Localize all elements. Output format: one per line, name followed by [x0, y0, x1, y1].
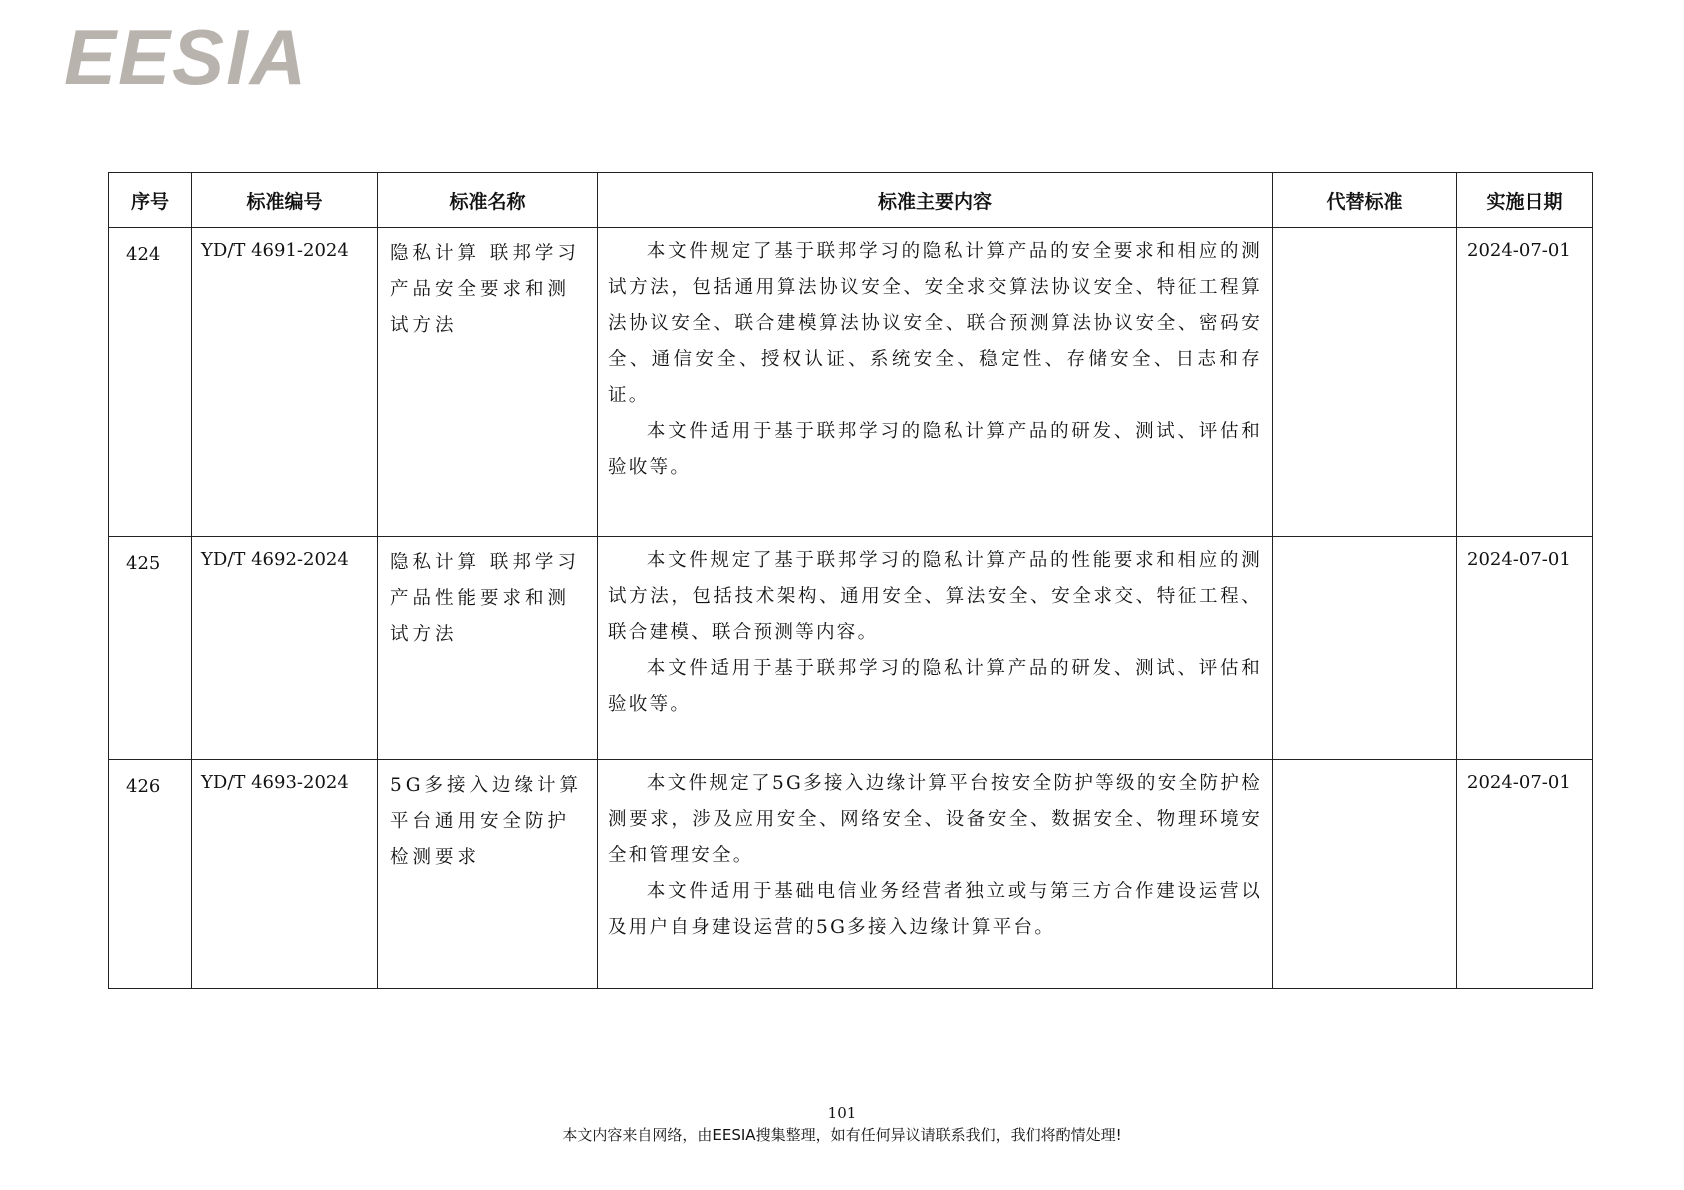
- col-header-content: 标准主要内容: [598, 173, 1273, 228]
- cell-code: YD/T 4693-2024: [192, 760, 378, 989]
- cell-content: [598, 760, 1273, 989]
- cell-seq: 425: [109, 537, 192, 760]
- standards-table: [108, 172, 1593, 989]
- cell-date: 2024-07-01: [1457, 228, 1593, 537]
- content-paragraph: 本文件适用于基于联邦学习的隐私计算产品的研发、测试、评估和验收等。: [608, 421, 1262, 478]
- eesia-logo: EESIA: [64, 13, 309, 101]
- cell-replaces: [1273, 228, 1457, 537]
- content-paragraph: 本文件规定了5G多接入边缘计算平台按安全防护等级的安全防护检测要求，涉及应用安全、网络安全、设备安全、数据安全、物理环境安全和管理安全。: [608, 773, 1262, 866]
- footer-disclaimer: 本文内容来自网络，由EESIA搜集整理，如有任何异议请联系我们，我们将酌情处理!: [562, 1126, 1122, 1144]
- cell-date: 2024-07-01: [1457, 760, 1593, 989]
- cell-code: YD/T 4692-2024: [192, 537, 378, 760]
- table-row: [109, 228, 1593, 537]
- content-paragraph: 本文件适用于基础电信业务经营者独立或与第三方合作建设运营以及用户自身建设运营的5G多接入边缘计算平台。: [608, 881, 1262, 938]
- col-header-replaces: 代替标准: [1273, 173, 1457, 228]
- table-row: [109, 537, 1593, 760]
- cell-date: 2024-07-01: [1457, 537, 1593, 760]
- cell-seq: 426: [109, 760, 192, 989]
- col-header-date: 实施日期: [1457, 173, 1593, 228]
- content-paragraph: 本文件适用于基于联邦学习的隐私计算产品的研发、测试、评估和验收等。: [608, 658, 1262, 715]
- page-number: 101: [827, 1104, 857, 1122]
- cell-replaces: [1273, 537, 1457, 760]
- content-paragraph: 本文件规定了基于联邦学习的隐私计算产品的性能要求和相应的测试方法，包括技术架构、通用安全、算法安全、安全求交、特征工程、联合建模、联合预测等内容。: [608, 550, 1262, 643]
- cell-replaces: [1273, 760, 1457, 989]
- content-paragraph: 本文件规定了基于联邦学习的隐私计算产品的安全要求和相应的测试方法，包括通用算法协议安全、安全求交算法协议安全、特征工程算法协议安全、联合建模算法协议安全、联合预测算法协议安全、密码安全、通信安全、授权认证、系统安全、稳定性、存储安全、日志和存证。: [608, 241, 1262, 406]
- cell-content: [598, 537, 1273, 760]
- cell-code: YD/T 4691-2024: [192, 228, 378, 537]
- table-row: [109, 760, 1593, 989]
- cell-seq: 424: [109, 228, 192, 537]
- cell-name: 5G多接入边缘计算平台通用安全防护检测要求: [378, 760, 598, 989]
- col-header-name: 标准名称: [378, 173, 598, 228]
- cell-name: 隐私计算 联邦学习产品性能要求和测试方法: [378, 537, 598, 760]
- table-header-row: [109, 173, 1593, 228]
- col-header-code: 标准编号: [192, 173, 378, 228]
- col-header-seq: 序号: [109, 173, 192, 228]
- cell-content: [598, 228, 1273, 537]
- cell-name: 隐私计算 联邦学习产品安全要求和测试方法: [378, 228, 598, 537]
